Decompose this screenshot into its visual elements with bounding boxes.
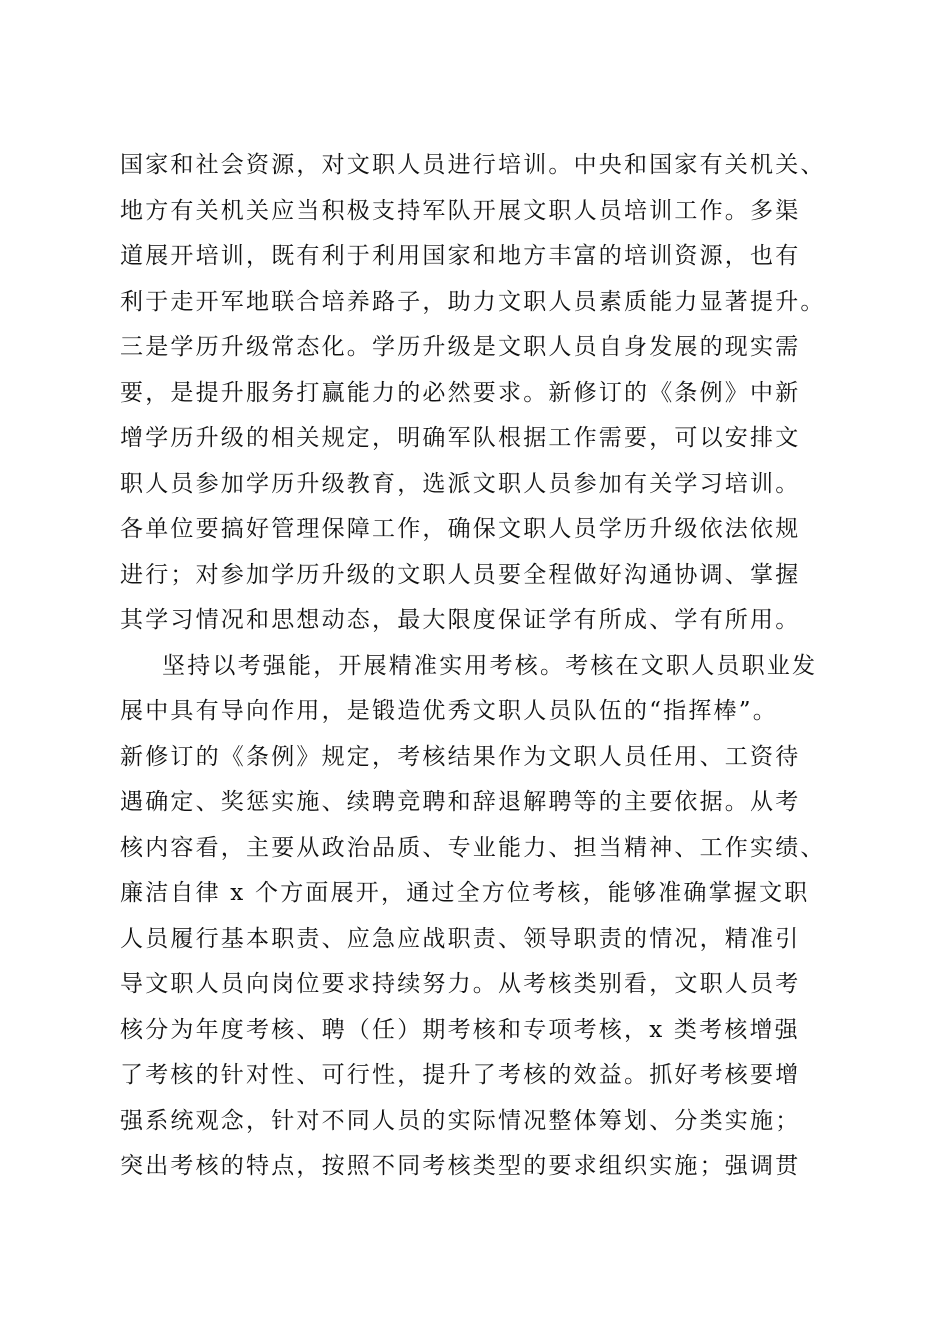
text-line: 地方有关机关应当积极支持军队开展文职人员培训工作。多渠 xyxy=(120,197,801,224)
text-line: 利于走开军地联合培养路子，助力文职人员素质能力显著提升。 xyxy=(120,288,826,315)
text-line: 导文职人员向岗位要求持续努力。从考核类别看，文职人员考 xyxy=(120,971,801,997)
text-line: 其学习情况和思想动态，最大限度保证学有所成、学有所用。 xyxy=(120,607,801,633)
text-line: 展中具有导向作用，是锻造优秀文职人员队伍的“指挥棒”。 xyxy=(120,698,778,724)
text-line: 人员履行基本职责、应急应战职责、领导职责的情况，精准引 xyxy=(120,925,801,952)
text-line: 三是学历升级常态化。学历升级是文职人员自身发展的现实需 xyxy=(120,334,801,360)
text-line: 遇确定、奖惩实施、续聘竞聘和辞退解聘等的主要依据。从考 xyxy=(120,789,801,815)
text-line: 核分为年度考核、聘（任）期考核和专项考核，x 类考核增强 xyxy=(120,1016,800,1043)
text-line: 廉洁自律 x 个方面展开，通过全方位考核，能够准确掌握文职 xyxy=(120,880,810,906)
text-line: 职人员参加学历升级教育，选派文职人员参加有关学习培训。 xyxy=(120,470,801,497)
text-line: 各单位要搞好管理保障工作，确保文职人员学历升级依法依规 xyxy=(120,516,801,542)
text-line: 进行；对参加学历升级的文职人员要全程做好沟通协调、掌握 xyxy=(120,561,801,588)
text-line: 国家和社会资源，对文职人员进行培训。中央和国家有关机关、 xyxy=(120,152,826,178)
text-line: 强系统观念，针对不同人员的实际情况整体筹划、分类实施； xyxy=(120,1107,801,1134)
text-line: 新修订的《条例》规定，考核结果作为文职人员任用、工资待 xyxy=(120,743,801,770)
paragraph-first-line: 坚持以考强能，开展精准实用考核。考核在文职人员职业发 xyxy=(162,652,818,679)
text-line: 了考核的针对性、可行性，提升了考核的效益。抓好考核要增 xyxy=(120,1062,801,1088)
text-line: 增学历升级的相关规定，明确军队根据工作需要，可以安排文 xyxy=(120,425,801,451)
text-line: 道展开培训，既有利于利用国家和地方丰富的培训资源，也有 xyxy=(120,243,801,269)
text-line: 要，是提升服务打赢能力的必然要求。新修订的《条例》中新 xyxy=(120,379,801,406)
text-line: 核内容看，主要从政治品质、专业能力、担当精神、工作实绩、 xyxy=(120,834,826,861)
text-line: 突出考核的特点，按照不同考核类型的要求组织实施；强调贯 xyxy=(120,1153,801,1179)
body-text xyxy=(0,143,950,1190)
